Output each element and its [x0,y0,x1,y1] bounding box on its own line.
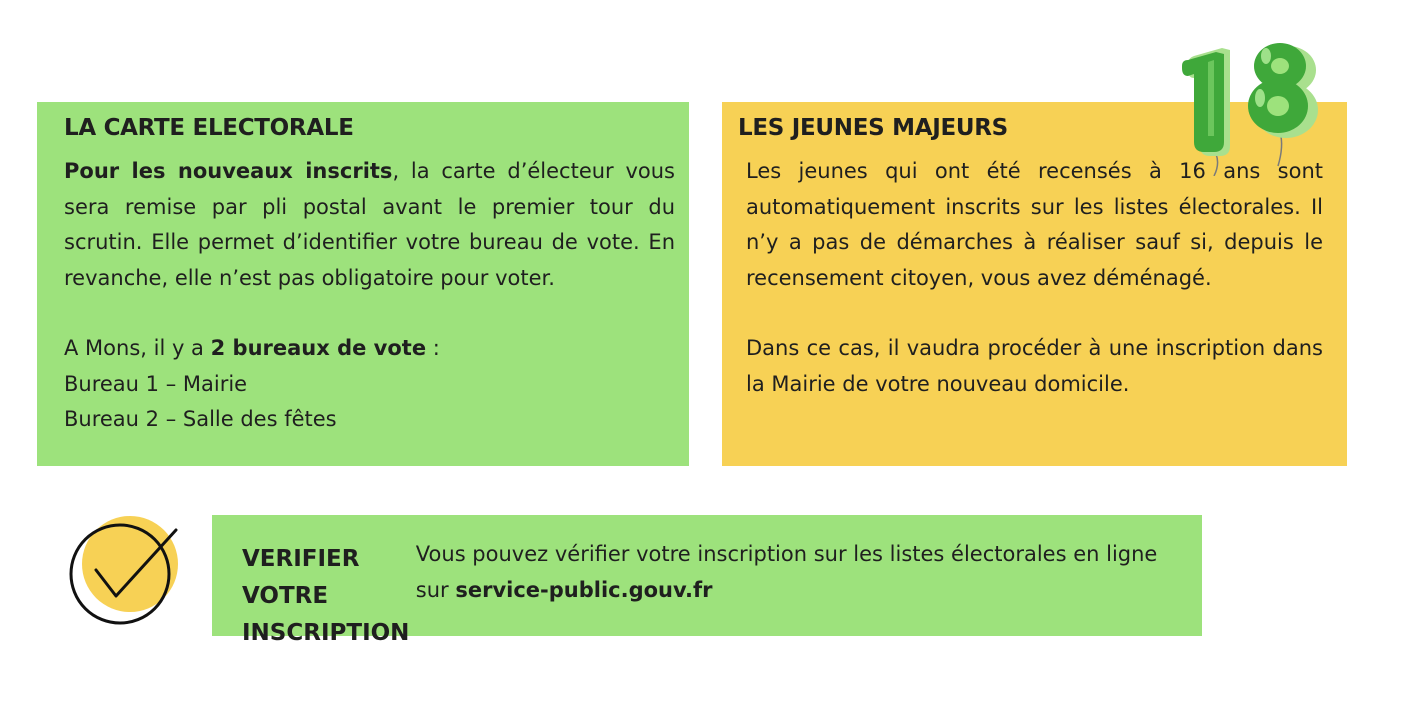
verifier-title-line-2: INSCRIPTION [242,620,410,646]
verifier-title-line-1: VERIFIER VOTRE [242,546,360,609]
checkmark-circle-icon [68,514,183,626]
nouveaux-inscrits-bold: Pour les nouveaux inscrits [64,159,393,183]
bureaux-intro [64,331,675,367]
jeunes-majeurs-title: LES JEUNES MAJEURS [738,115,1008,141]
bureaux-count-bold: 2 bureaux de vote [210,336,427,360]
bureaux-intro-pre: A Mons, il y a [64,336,211,360]
verifier-inscription-text [416,537,1182,636]
number-balloon-icon [1180,26,1320,176]
carte-electorale-text: , la carte d’électeur vous sera remise par pli postal avant le premier tour du scrutin. Elle permet d’identifier votre bureau de vote. En revanche, elle n’est pas obligatoire pour voter. [64,159,675,290]
bureau-1-line: Bureau 1 – Mairie [64,371,248,396]
spacer [746,296,1323,331]
verifier-inscription-panel [212,515,1202,646]
service-public-link[interactable]: service-public.gouv.fr [455,577,713,602]
jeunes-majeurs-paragraph-1: Les jeunes qui ont été recensés à 16 ans sont automatiquement inscrits sur les listes électorales. Il n’y a pas de démarches à réaliser sauf si, depuis le recensement citoyen, vous avez déménagé. [746,159,1323,290]
carte-electorale-panel [37,102,689,466]
verifier-inscription-title [242,537,416,646]
bureau-2-line: Bureau 2 – Salle des fêtes [64,407,337,431]
verifier-text-pre: Vous pouvez vérifier votre inscription sur les listes électorales en ligne sur [415,542,1158,602]
carte-electorale-title: LA CARTE ELECTORALE [64,115,354,141]
carte-electorale-paragraph [64,154,675,296]
jeunes-majeurs-paragraph-2: Dans ce cas, il vaudra procéder à une inscription dans la Mairie de votre nouveau domicile. [746,336,1323,396]
bureaux-intro-post: : [426,336,440,360]
jeunes-majeurs-body [738,154,1323,402]
spacer [64,296,675,331]
